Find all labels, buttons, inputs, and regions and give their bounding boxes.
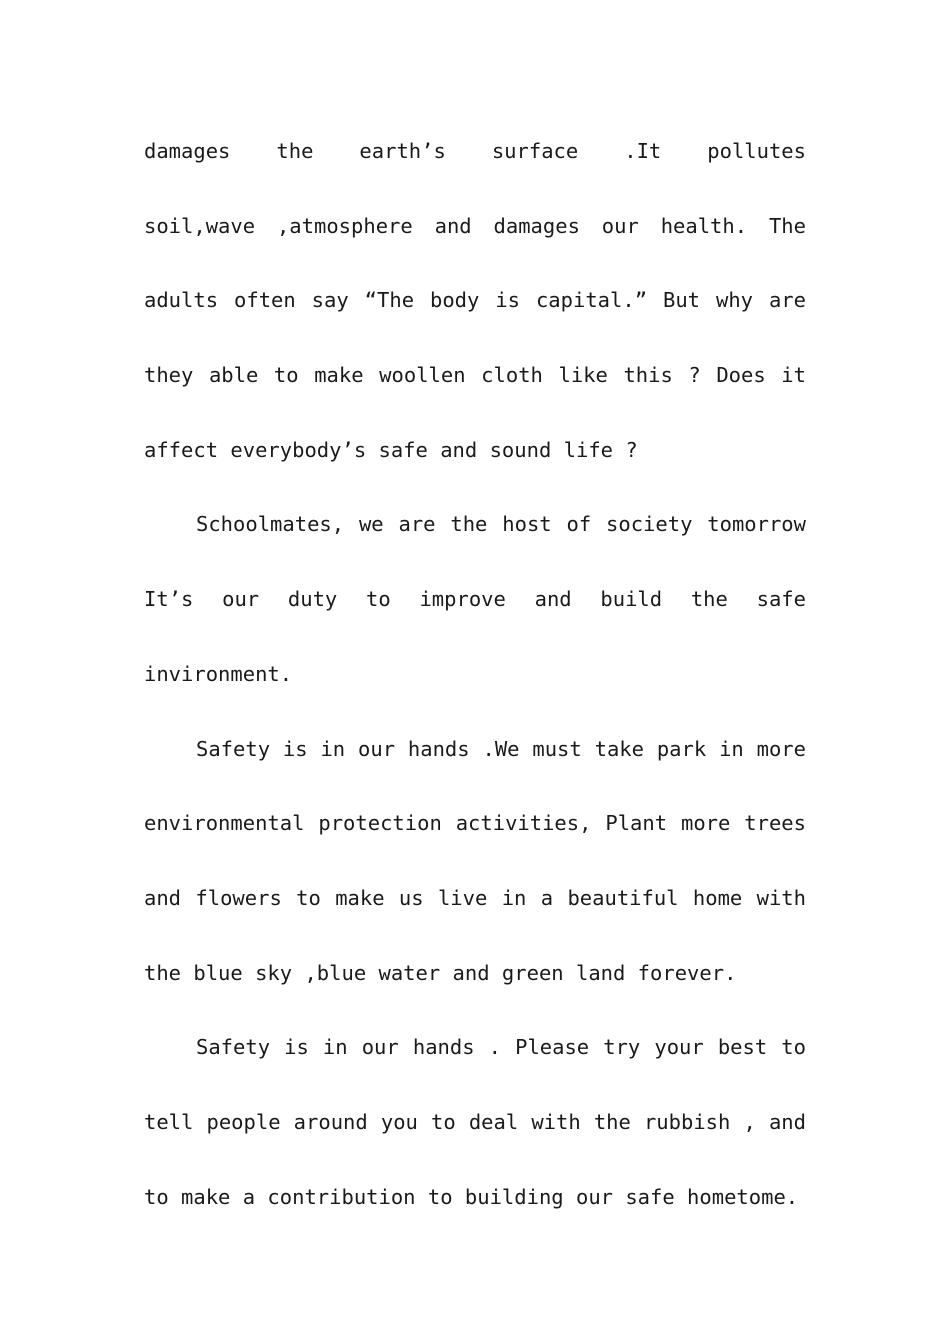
text-line: they able to make woollen cloth like this ? Does it: [144, 363, 806, 388]
text-line: invironment.: [144, 661, 293, 686]
paragraph-schoolmates: [144, 487, 806, 711]
text-line: environmental protection activities, Plant more trees: [144, 811, 806, 836]
paragraph-safety-activities: [144, 712, 806, 1011]
text-line: affect everybody’s safe and sound life ?: [144, 437, 638, 462]
text-line: Schoolmates, we are the host of society tomorrow: [196, 512, 806, 537]
text-line: tell people around you to deal with the rubbish , and: [144, 1109, 806, 1134]
text-line: damages the earth’s surface .It pollutes: [144, 139, 806, 163]
text-line: It’s our duty to improve and build the safe: [144, 587, 806, 612]
text-line: soil,wave ,atmosphere and damages our health. The: [144, 213, 806, 238]
paragraph-safety-rubbish: [144, 1010, 806, 1234]
text-line: the blue sky ,blue water and green land forever.: [144, 960, 737, 985]
text-line: Safety is in our hands .We must take park in more: [196, 736, 806, 761]
document-body: [144, 114, 806, 1234]
text-line: to make a contribution to building our safe hometome.: [144, 1184, 799, 1209]
text-line: and flowers to make us live in a beautiful home with: [144, 885, 806, 910]
text-line: adults often say “The body is capital.” But why are: [144, 288, 806, 313]
paragraph-pollution: [144, 114, 806, 487]
text-line: Safety is in our hands . Please try your best to: [196, 1035, 806, 1060]
